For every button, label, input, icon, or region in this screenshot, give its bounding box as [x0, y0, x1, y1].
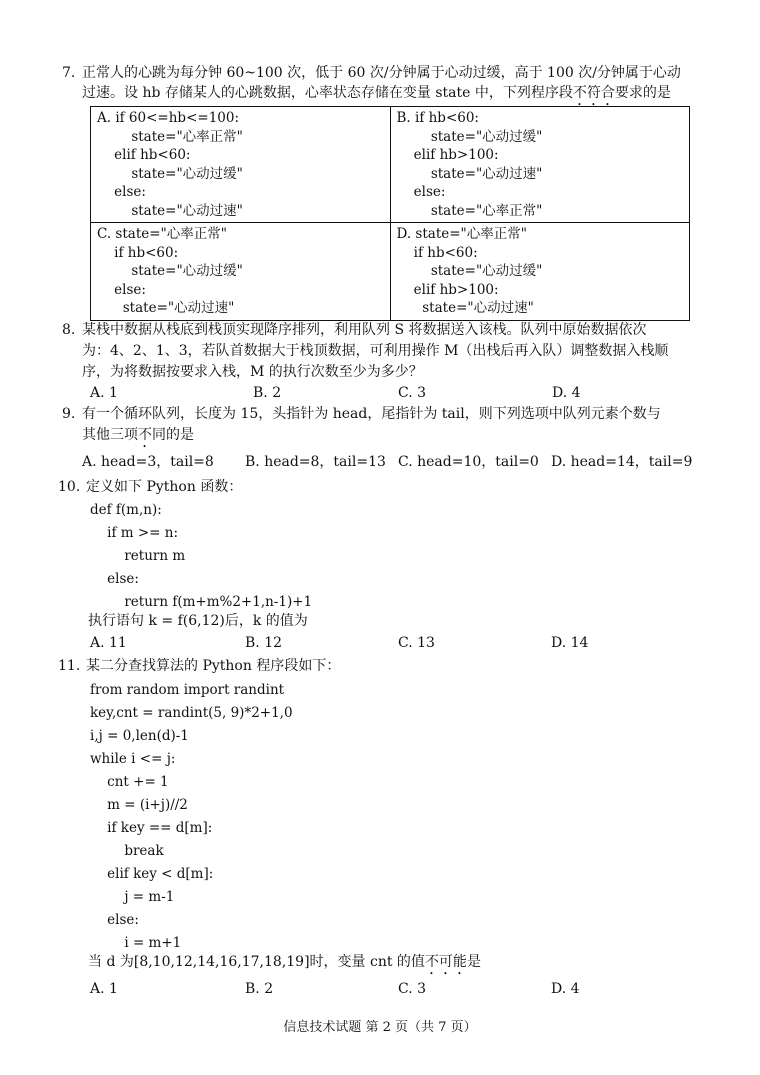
q11-code-line: j = m-1 — [90, 889, 175, 905]
q8-number: 8. — [62, 322, 76, 338]
q11-code-line: m = (i+j)//2 — [90, 797, 188, 813]
q11-code-line: elif key < d[m]: — [90, 866, 214, 882]
q11-code-line: break — [90, 843, 164, 859]
q8-choice-d[interactable]: D. 4 — [552, 385, 581, 401]
q8-text-line2: 为：4、2、1、3，若队首数据大于栈顶数据，可利用操作 M（出栈后再入队）调整数据入栈顺 — [82, 343, 669, 359]
q7-text-line2: 过速。设 hb 存储某人的心跳数据，心率状态存储在变量 state 中，下列程序段不符合要求的是 — [82, 85, 671, 101]
q10-code-line: else: — [90, 571, 139, 587]
q10-choice-d[interactable]: D. 14 — [551, 635, 589, 651]
q9-emphasis: 不 — [138, 427, 152, 443]
q9-number: 9. — [62, 406, 76, 422]
q10-choice-b[interactable]: B. 12 — [245, 635, 283, 651]
q11-text-line1: 某二分查找算法的 Python 程序段如下： — [86, 658, 341, 674]
page-footer: 信息技术试题 第 2 页（共 7 页） — [283, 1020, 477, 1035]
q10-text-line1: 定义如下 Python 函数： — [86, 479, 243, 495]
q9-text-line2: 其他三项不同的是 — [82, 427, 194, 443]
q8-choice-b[interactable]: B. 2 — [253, 385, 282, 401]
q11-question-line: 当 d 为[8,10,12,14,16,17,18,19]时，变量 cnt 的值不可能是 — [88, 954, 481, 970]
q7-option-c[interactable]: C. state="心率正常" if hb<60: state="心动过缓" else: state="心动过速" — [91, 223, 391, 321]
q8-choice-a[interactable]: A. 1 — [90, 385, 118, 401]
q11-code-line: while i <= j: — [90, 751, 176, 767]
q11-emphasis: 不可能 — [424, 954, 467, 970]
q9-choice-d[interactable]: D. head=14，tail=9 — [551, 454, 693, 470]
q10-choice-c[interactable]: C. 13 — [398, 635, 435, 651]
q7-number: 7. — [62, 65, 76, 81]
q11-number: 11. — [58, 658, 81, 674]
q11-code-line: if key == d[m]: — [90, 820, 213, 836]
q11-choice-c[interactable]: C. 3 — [398, 981, 427, 997]
q11-code-line: else: — [90, 912, 139, 928]
q7-emphasis: 不符合 — [572, 85, 615, 101]
q10-code-line: def f(m,n): — [90, 502, 162, 518]
q11-choice-d[interactable]: D. 4 — [551, 981, 580, 997]
q11-code-line: from random import randint — [90, 682, 285, 698]
q10-exec-line: 执行语句 k = f(6,12)后，k 的值为 — [88, 613, 308, 629]
q8-text-line1: 某栈中数据从栈底到栈顶实现降序排列，利用队列 S 将数据送入该栈。队列中原始数据依次 — [82, 322, 647, 338]
q7-text-line1: 正常人的心跳为每分钟 60~100 次，低于 60 次/分钟属于心动过缓，高于 100 次/分钟属于心动 — [82, 65, 681, 81]
q11-code-line: i = m+1 — [90, 935, 182, 951]
q11-code-line: i,j = 0,len(d)-1 — [90, 728, 189, 744]
q9-text-line1: 有一个循环队列，长度为 15，头指针为 head，尾指针为 tail，则下列选项中队列元素个数与 — [82, 406, 661, 422]
q11-choice-b[interactable]: B. 2 — [245, 981, 274, 997]
q7-options-table — [90, 106, 690, 321]
q7-option-d[interactable]: D. state="心率正常" if hb<60: state="心动过缓" elif hb>100: state="心动过速" — [390, 223, 690, 321]
q8-choice-c[interactable]: C. 3 — [398, 385, 427, 401]
q9-choice-c[interactable]: C. head=10，tail=0 — [398, 454, 539, 470]
q10-choice-a[interactable]: A. 11 — [90, 635, 127, 651]
q10-number: 10. — [58, 479, 81, 495]
q10-code-line: return m — [90, 548, 186, 564]
q11-choice-a[interactable]: A. 1 — [90, 981, 118, 997]
q11-code-line: cnt += 1 — [90, 774, 169, 790]
q7-option-a[interactable]: A. if 60<=hb<=100: state="心率正常" elif hb<60: state="心动过缓" else: state="心动过速" — [91, 107, 391, 223]
q10-code-line: return f(m+m%2+1,n-1)+1 — [90, 594, 313, 610]
q9-choice-b[interactable]: B. head=8，tail=13 — [245, 454, 386, 470]
q8-text-line3: 序，为将数据按要求入栈，M 的执行次数至少为多少？ — [82, 364, 423, 380]
q10-code-line: if m >= n: — [90, 525, 179, 541]
q7-option-b[interactable]: B. if hb<60: state="心动过缓" elif hb>100: state="心动过速" else: state="心率正常" — [390, 107, 690, 223]
q11-code-line: key,cnt = randint(5, 9)*2+1,0 — [90, 705, 293, 721]
q9-choice-a[interactable]: A. head=3，tail=8 — [82, 454, 214, 470]
